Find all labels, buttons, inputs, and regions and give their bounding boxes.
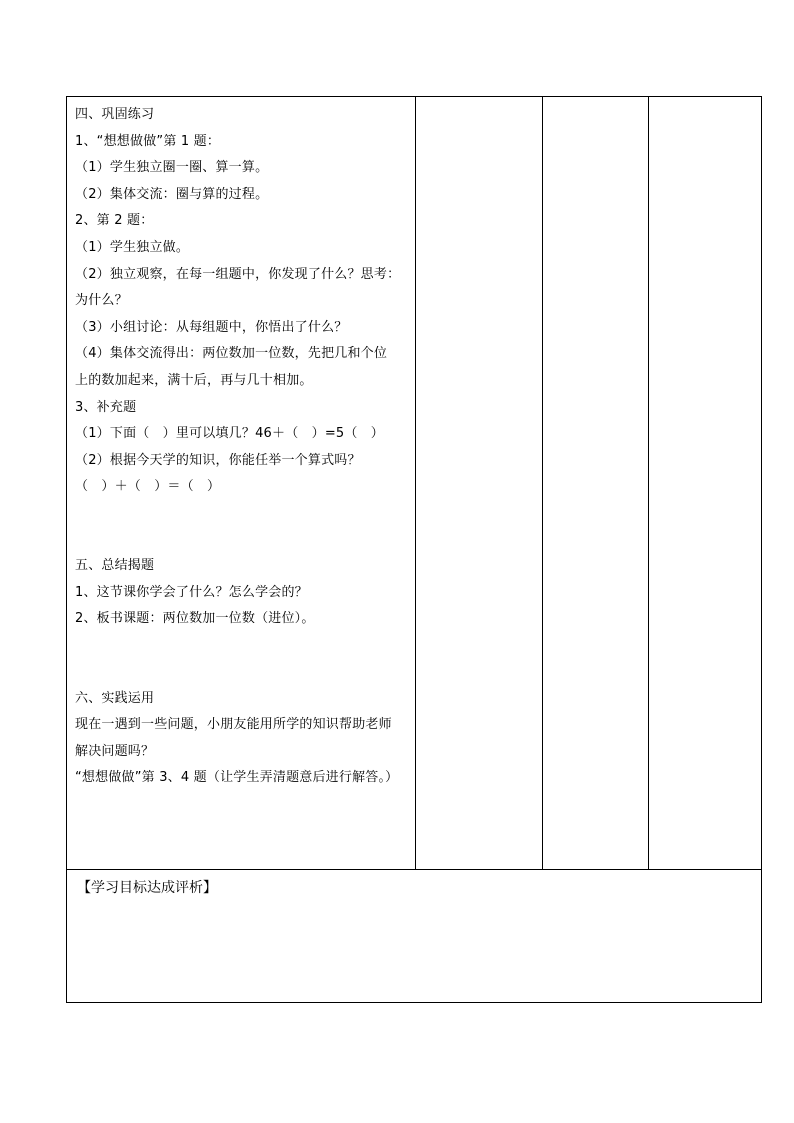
evaluation-title: 【学习目标达成评析】 (77, 880, 217, 896)
section-5-title: 五、总结揭题 (75, 557, 155, 573)
section-4-item-3-1: （1）下面（ ）里可以填几？46＋（ ）=5（ ） (75, 426, 384, 442)
section-4-item-2-2b: 为什么？ (75, 293, 128, 309)
section-4-item-2-4b: 上的数加起来，满十后，再与几十相加。 (75, 372, 313, 388)
empty-column-4-cell (649, 97, 762, 870)
content-row (67, 97, 762, 870)
section-6-line-2: 解决问题吗？ (75, 743, 155, 759)
teaching-process-cell (67, 97, 416, 870)
section-4-item-1: 1、“想想做做”第 1 题： (75, 133, 221, 149)
empty-column-3-cell (543, 97, 649, 870)
section-4-item-3-2: （2）根据今天学的知识，你能任举一个算式吗？ (75, 452, 361, 468)
blank-space (75, 501, 409, 553)
evaluation-cell (67, 870, 762, 1003)
section-4-item-3-3: （ ）＋（ ）＝（ ） (75, 479, 221, 495)
section-4-item-1-2: （2）集体交流：圈与算的过程。 (75, 186, 269, 202)
evaluation-row (67, 870, 762, 1003)
section-5-item-2: 2、板书课题：两位数加一位数（进位）。 (75, 611, 315, 627)
blank-space (75, 633, 409, 686)
section-4-item-2-2a: （2）独立观察，在每一组题中，你发现了什么？思考： (75, 266, 401, 282)
section-6-line-1: 现在一遇到一些问题，小朋友能用所学的知识帮助老师 (75, 717, 392, 733)
section-4-item-2-3: （3）小组讨论：从每组题中，你悟出了什么？ (75, 319, 348, 335)
section-6-title: 六、实践运用 (75, 690, 155, 706)
section-4-title: 四、巩固练习 (75, 107, 155, 122)
section-4-item-2-1: （1）学生独立做。 (75, 239, 190, 255)
section-4-item-3: 3、补充题 (75, 399, 137, 415)
section-5-item-1: 1、这节课你学会了什么？怎么学会的？ (75, 584, 308, 600)
lesson-plan-table (66, 96, 762, 1003)
section-4-item-2-4a: （4）集体交流得出：两位数加一位数，先把几和个位 (75, 346, 388, 362)
section-4-item-1-1: （1）学生独立圈一圈、算一算。 (75, 160, 269, 176)
empty-column-2-cell (416, 97, 543, 870)
section-6-line-3: “想想做做”第 3、4 题（让学生弄清题意后进行解答。） (75, 770, 399, 786)
section-4-item-2: 2、第 2 题： (75, 213, 154, 229)
